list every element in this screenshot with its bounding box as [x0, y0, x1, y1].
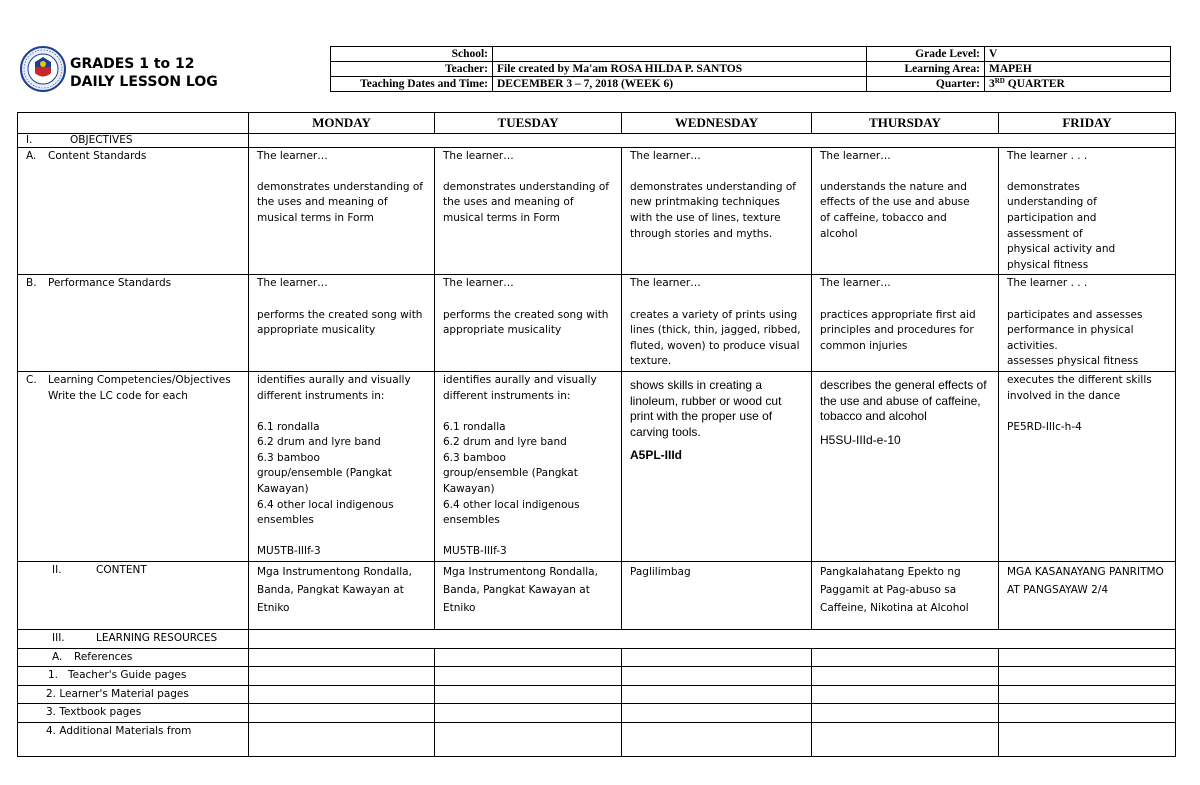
day-header-wednesday: WEDNESDAY: [622, 113, 812, 134]
competencies-monday: [249, 371, 435, 561]
teachers-guide-tuesday: [435, 667, 622, 686]
teaching-dates-label: Teaching Dates and Time:: [331, 77, 493, 92]
ps-thursday-body: practices appropriate first aid principles and procedures for common injuries: [820, 308, 976, 352]
teachers-guide-row: [18, 667, 1176, 686]
competencies-row: [18, 371, 1176, 561]
performance-standards-thursday: [812, 275, 999, 372]
learning-resources-row: [18, 630, 1176, 649]
learning-resources-blank: [249, 630, 1176, 649]
cs-thursday-head: The learner…: [820, 149, 891, 162]
competencies-friday: [999, 371, 1176, 561]
competencies-wednesday: [622, 371, 812, 561]
lc-thursday-code: H5SU-IIId-e-10: [820, 432, 901, 447]
learning-area-label: Learning Area:: [867, 62, 985, 77]
lc-tuesday-item: 6.1 rondalla: [443, 420, 506, 433]
cs-friday-body: demonstrates understanding of participation and assessment of physical activity and physical fitness: [1007, 180, 1116, 271]
additional-materials-row: [18, 723, 1176, 757]
corner-cell: [18, 113, 249, 134]
references-tuesday: [435, 648, 622, 667]
performance-standards-row: [18, 275, 1176, 372]
lc-monday-item: 6.4 other local indigenous ensembles: [257, 498, 394, 527]
teacher-value: File created by Ma'am ROSA HILDA P. SANTOS: [493, 62, 867, 77]
learners-material-wednesday: [622, 685, 812, 704]
competencies-tuesday: [435, 371, 622, 561]
content-label-cell: [18, 562, 249, 630]
content-tuesday: Mga Instrumentong Rondalla, Banda, Pangkat Kawayan at Etniko: [435, 562, 622, 630]
lc-tuesday-item: 6.3 bamboo group/ensemble (Pangkat Kawayan): [443, 451, 578, 496]
additional-materials-wednesday: [622, 723, 812, 757]
references-thursday: [812, 648, 999, 667]
teachers-guide-monday: [249, 667, 435, 686]
ps-friday-body: participates and assesses performance in physical activities.: [1007, 308, 1143, 352]
objectives-label-cell: [18, 133, 249, 147]
teachers-guide-num: 1.: [48, 669, 59, 682]
objectives-blank: [249, 133, 1176, 147]
teachers-guide-friday: [999, 667, 1176, 686]
ps-tuesday-head: The learner…: [443, 277, 514, 290]
learners-material-friday: [999, 685, 1176, 704]
content-thursday: Pangkalahatang Epekto ng Paggamit at Pag-abuso sa Caffeine, Nikotina at Alcohol: [812, 562, 999, 630]
grade-level-value: V: [985, 47, 1171, 62]
teacher-label: Teacher:: [331, 62, 493, 77]
learning-area-value: MAPEH: [985, 62, 1171, 77]
day-header-row: [18, 113, 1176, 134]
content-roman: II.: [52, 564, 62, 577]
document-title: [70, 55, 218, 91]
teaching-dates-value: DECEMBER 3 – 7, 2018 (WEEK 6): [493, 77, 867, 92]
competencies-label-2: Write the LC code for each: [48, 389, 188, 402]
ps-thursday-head: The learner…: [820, 277, 891, 290]
learners-material-tuesday: [435, 685, 622, 704]
textbook-friday: [999, 704, 1176, 723]
quarter-ordinal: RD: [994, 77, 1005, 85]
learning-resources-roman: III.: [52, 632, 65, 645]
additional-materials-thursday: [812, 723, 999, 757]
day-header-friday: FRIDAY: [999, 113, 1176, 134]
content-standards-tuesday: [435, 147, 622, 275]
textbook-label: 3. Textbook pages: [18, 704, 249, 723]
content-row: [18, 562, 1176, 630]
quarter-label: Quarter:: [867, 77, 985, 92]
cs-monday-head: The learner…: [257, 149, 328, 162]
content-monday: Mga Instrumentong Rondalla, Banda, Pangkat Kawayan at Etniko: [249, 562, 435, 630]
performance-standards-letter: B.: [26, 277, 37, 290]
content-standards-letter: A.: [26, 149, 37, 162]
lc-tuesday-item: 6.4 other local indigenous ensembles: [443, 498, 580, 527]
cs-monday-body: demonstrates understanding of the uses and meaning of musical terms in Form: [257, 180, 423, 224]
textbook-row: [18, 704, 1176, 723]
performance-standards-monday: [249, 275, 435, 372]
additional-materials-friday: [999, 723, 1176, 757]
teachers-guide-wednesday: [622, 667, 812, 686]
competencies-thursday: [812, 371, 999, 561]
title-line-2: DAILY LESSON LOG: [70, 74, 218, 90]
school-value: [493, 47, 867, 62]
ps-monday-body: performs the created song with appropriate musicality: [257, 308, 423, 337]
content-standards-wednesday: [622, 147, 812, 275]
cs-thursday-body: understands the nature and effects of the use and abuse of caffeine, tobacco and alcohol: [820, 180, 970, 240]
cs-wednesday-body: demonstrates understanding of new printmaking techniques with the use of lines, texture through stories and myths.: [630, 180, 796, 240]
references-wednesday: [622, 648, 812, 667]
objectives-roman: I.: [26, 133, 33, 146]
lc-wednesday-code: A5PL-IIId: [630, 448, 683, 463]
performance-standards-label-cell: [18, 275, 249, 372]
performance-standards-tuesday: [435, 275, 622, 372]
content-standards-monday: [249, 147, 435, 275]
lc-tuesday-item: 6.2 drum and lyre band: [443, 436, 567, 449]
performance-standards-label: Performance Standards: [48, 277, 172, 290]
performance-standards-friday: [999, 275, 1176, 372]
references-monday: [249, 648, 435, 667]
competencies-label-cell: [18, 371, 249, 561]
objectives-row: [18, 133, 1176, 147]
grade-level-label: Grade Level:: [867, 47, 985, 62]
ps-monday-head: The learner…: [257, 277, 328, 290]
ps-friday-body2: assesses physical fitness: [1007, 355, 1139, 368]
content-standards-label-cell: [18, 147, 249, 275]
lc-monday-item: 6.2 drum and lyre band: [257, 436, 381, 449]
cs-friday-head: The learner . . .: [1007, 149, 1088, 162]
additional-materials-tuesday: [435, 723, 622, 757]
additional-materials-monday: [249, 723, 435, 757]
day-header-tuesday: TUESDAY: [435, 113, 622, 134]
teachers-guide-label-cell: [18, 667, 249, 686]
teachers-guide-label: Teacher's Guide pages: [68, 669, 187, 682]
learners-material-label: 2. Learner's Material pages: [18, 685, 249, 704]
lc-thursday-text: describes the general effects of the use and abuse of caffeine, tobacco and alcohol: [820, 377, 987, 424]
content-standards-friday: [999, 147, 1176, 275]
learners-material-row: [18, 685, 1176, 704]
day-header-thursday: THURSDAY: [812, 113, 999, 134]
objectives-label: OBJECTIVES: [70, 133, 133, 146]
additional-materials-label: 4. Additional Materials from: [18, 723, 249, 757]
competencies-label: Learning Competencies/Objectives: [48, 373, 231, 386]
ps-wednesday-body: creates a variety of prints using lines (thick, thin, jagged, ribbed, fluted, woven) to produce visual texture.: [630, 308, 801, 368]
content-standards-row: [18, 147, 1176, 275]
textbook-tuesday: [435, 704, 622, 723]
lc-monday-code: MU5TB-IIIf-3: [257, 545, 321, 558]
ps-tuesday-body: performs the created song with appropriate musicality: [443, 308, 609, 337]
quarter-number: 3: [989, 78, 995, 90]
learners-material-thursday: [812, 685, 999, 704]
lc-monday-item: 6.3 bamboo group/ensemble (Pangkat Kawayan): [257, 451, 392, 496]
title-line-1: GRADES 1 to 12: [70, 56, 195, 72]
cs-tuesday-body: demonstrates understanding of the uses and meaning of musical terms in Form: [443, 180, 609, 224]
competencies-letter: C.: [26, 373, 37, 386]
school-label: School:: [331, 47, 493, 62]
quarter-value: [985, 77, 1171, 92]
lc-monday-item: 6.1 rondalla: [257, 420, 320, 433]
textbook-wednesday: [622, 704, 812, 723]
references-label-cell: [18, 648, 249, 667]
textbook-thursday: [812, 704, 999, 723]
quarter-word: QUARTER: [1004, 78, 1065, 90]
ps-friday-head: The learner . . .: [1007, 277, 1088, 290]
references-friday: [999, 648, 1176, 667]
lesson-log-table: [17, 112, 1176, 757]
deped-seal-logo: [20, 46, 66, 92]
lc-tuesday-intro: identifies aurally and visually different instruments in:: [443, 373, 597, 402]
teachers-guide-thursday: [812, 667, 999, 686]
lc-friday-code: PE5RD-IIIc-h-4: [1007, 420, 1082, 433]
lc-friday-text: executes the different skills involved in the dance: [1007, 373, 1152, 402]
textbook-monday: [249, 704, 435, 723]
ps-wednesday-head: The learner…: [630, 277, 701, 290]
content-label: CONTENT: [96, 564, 147, 577]
references-letter: A.: [52, 650, 63, 663]
performance-standards-wednesday: [622, 275, 812, 372]
learning-resources-label-cell: [18, 630, 249, 649]
cs-wednesday-head: The learner…: [630, 149, 701, 162]
learners-material-monday: [249, 685, 435, 704]
references-row: [18, 648, 1176, 667]
cs-tuesday-head: The learner…: [443, 149, 514, 162]
header-info-table: [330, 46, 1171, 92]
content-standards-thursday: [812, 147, 999, 275]
content-wednesday: Paglilimbag: [622, 562, 812, 630]
learning-resources-label: LEARNING RESOURCES: [96, 632, 218, 645]
lc-tuesday-code: MU5TB-IIIf-3: [443, 545, 507, 558]
lc-wednesday-text: shows skills in creating a linoleum, rubber or wood cut print with the proper use of carving tools.: [630, 377, 782, 439]
content-standards-label: Content Standards: [48, 149, 147, 162]
content-friday: MGA KASANAYANG PANRITMO AT PANGSAYAW 2/4: [999, 562, 1176, 630]
references-label: References: [74, 650, 133, 663]
lc-monday-intro: identifies aurally and visually different instruments in:: [257, 373, 411, 402]
day-header-monday: MONDAY: [249, 113, 435, 134]
